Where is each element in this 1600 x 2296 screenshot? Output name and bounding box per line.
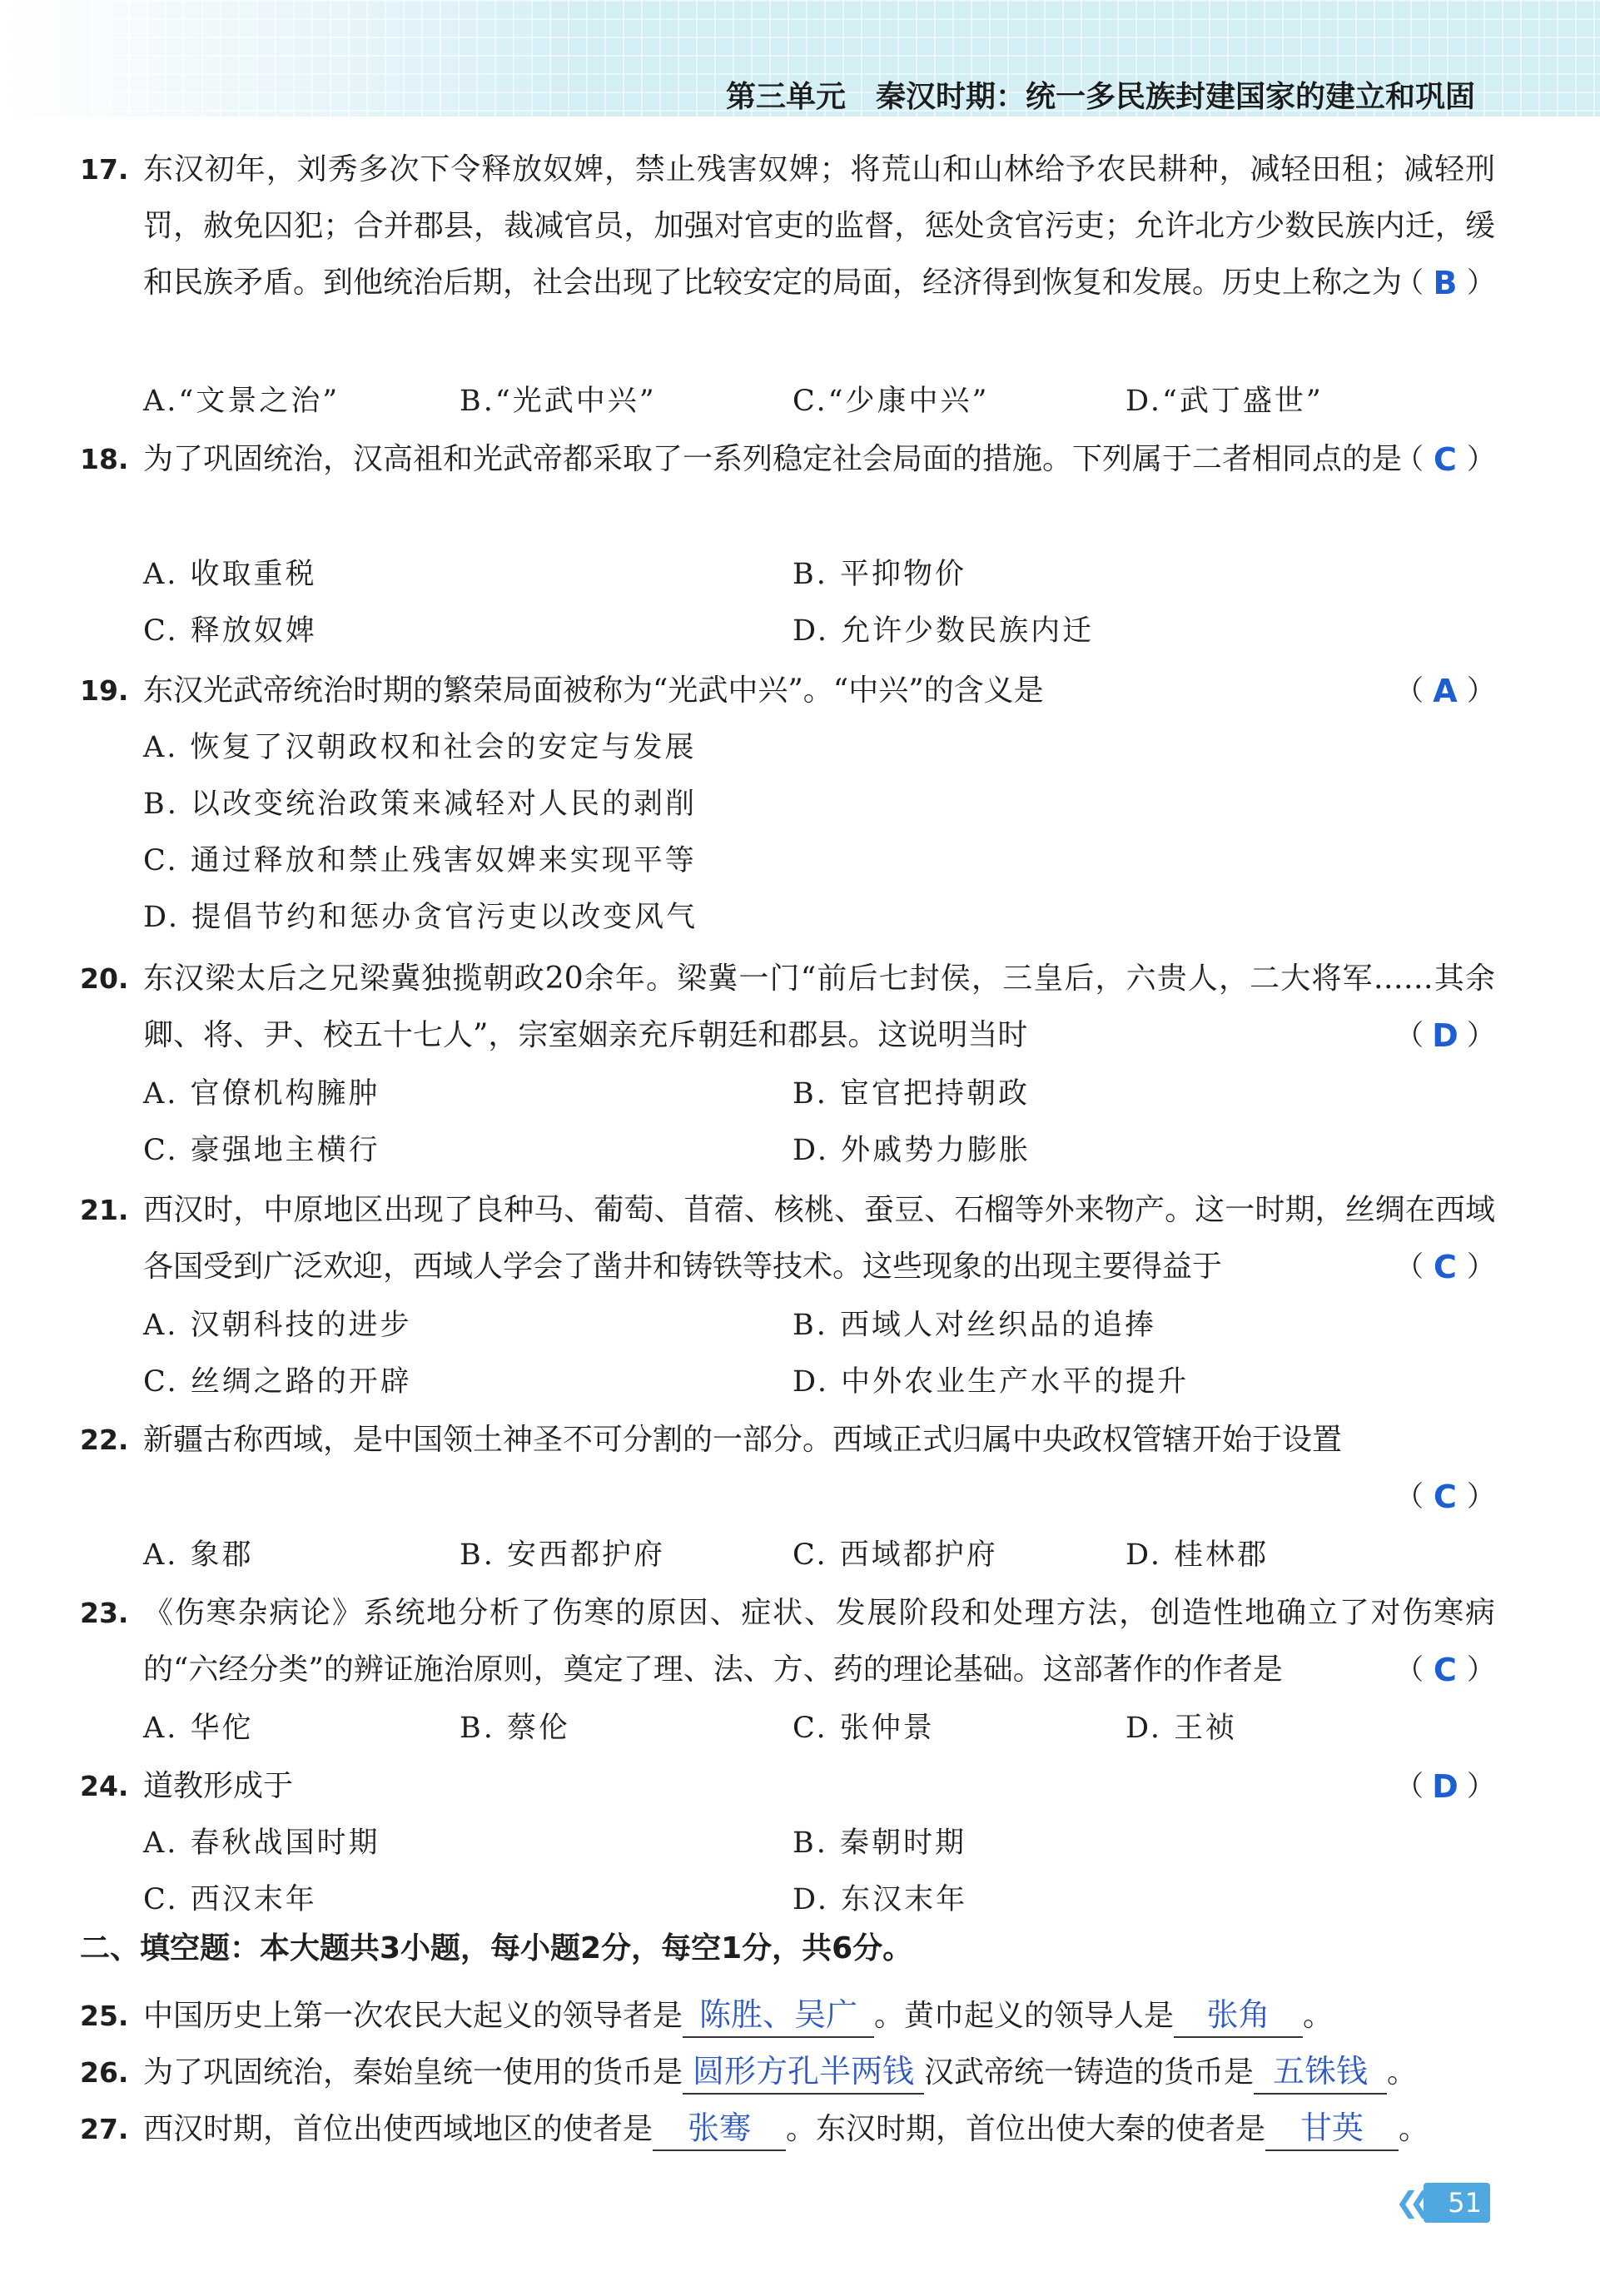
question-stem: 东汉初年，刘秀多次下令释放奴婢，禁止残害奴婢；将荒山和山林给予农民耕种，减轻田租；减轻刑罚，赦免囚犯；合并郡县，裁减官员，加强对官吏的监督，惩处贪官污吏；允许北方少数民族内迁，缓和民族矛盾。到他统治后期，社会出现了比较安定的局面，经济得到恢复和发展。历史上称之为: [143, 152, 1495, 300]
page-header: [0, 0, 1600, 117]
paren-open: （: [1395, 1250, 1424, 1284]
question-24: [80, 1758, 1495, 1815]
option-c: C. 西域都护府: [793, 1538, 998, 1572]
paren-close: ）: [1466, 443, 1495, 476]
option-a: A. 汉朝科技的进步: [143, 1309, 412, 1342]
question-number: 27.: [80, 2113, 129, 2145]
question-text: 。东汉时期，首位出使大秦的使者是: [786, 2112, 1266, 2146]
option-d: D. 王祯: [1125, 1712, 1238, 1745]
answer-blank: 张角: [1174, 1993, 1303, 2038]
question-number: 17.: [80, 153, 129, 186]
question-17: [80, 142, 1495, 311]
answer-box: [1395, 1007, 1495, 1064]
option-b: B. 平抑物价: [793, 558, 966, 591]
fill-question-25: [80, 1988, 1495, 2045]
section-title: 二、填空题：本大题共3小题，每小题2分，每空1分，共6分。: [80, 1931, 913, 1966]
option-b: B. 蔡伦: [460, 1712, 570, 1745]
question-text: 。: [1303, 1999, 1334, 2033]
question-21: [80, 1182, 1495, 1295]
question-23: [80, 1585, 1495, 1698]
page-number-value: 51: [1448, 2187, 1482, 2219]
answer-box: [1395, 1239, 1495, 1295]
answer-box: [1395, 255, 1495, 311]
option-c: C. 通过释放和禁止残害奴婢来实现平等: [143, 844, 697, 877]
paren-close: ）: [1466, 1019, 1495, 1052]
question-text: 。: [1399, 2112, 1429, 2146]
option-a: A. 春秋战国时期: [143, 1826, 380, 1860]
option-a: A.“文景之治”: [143, 385, 340, 418]
question-number: 19.: [80, 674, 129, 707]
answer-blank: 甘英: [1265, 2106, 1399, 2151]
answer-value: C: [1434, 1478, 1457, 1515]
question-stem: 东汉光武帝统治时期的繁荣局面被称为“光武中兴”。“中兴”的含义是: [143, 673, 1044, 708]
answer-value: C: [1434, 441, 1457, 478]
paren-open: （: [1395, 1770, 1424, 1803]
option-a: A. 恢复了汉朝政权和社会的安定与发展: [143, 731, 697, 764]
paren-close: ）: [1466, 674, 1495, 708]
question-stem: 新疆古称西域，是中国领土神圣不可分割的一部分。西域正式归属中央政权管辖开始于设置: [143, 1423, 1343, 1457]
answer-blank: 圆形方孔半两钱: [683, 2050, 924, 2095]
option-c: C.“少康中兴”: [793, 385, 990, 418]
answer-value: A: [1433, 673, 1458, 709]
chevron-left-icon: ❮❮: [1395, 2186, 1423, 2219]
question-number: 21.: [80, 1194, 129, 1226]
option-d: D. 允许少数民族内迁: [793, 614, 1095, 648]
question-text: 。黄巾起义的领导人是: [874, 1999, 1175, 2033]
option-d: D. 东汉末年: [793, 1883, 968, 1916]
answer-value: D: [1432, 1768, 1458, 1805]
option-c: C. 释放奴婢: [143, 614, 317, 648]
option-d: D. 中外农业生产水平的提升: [793, 1365, 1190, 1399]
question-stem: 东汉梁太后之兄梁冀独揽朝政20余年。梁冀一门“前后七封侯，三皇后，六贵人，二大将军……其余卿、将、尹、校五十七人”，宗室姻亲充斥朝廷和郡县。这说明当时: [143, 962, 1495, 1052]
question-stem: 西汉时，中原地区出现了良种马、葡萄、苜蓿、核桃、蚕豆、石榴等外来物产。这一时期，丝绸在西域各国受到广泛欢迎，西域人学会了凿井和铸铁等技术。这些现象的出现主要得益于: [143, 1193, 1495, 1284]
paren-close: ）: [1467, 266, 1495, 300]
fill-question-27: [80, 2101, 1495, 2158]
answer-blank: 张骞: [653, 2106, 786, 2151]
answer-box: [1395, 1642, 1495, 1698]
question-text: 西汉时期，首位出使西域地区的使者是: [143, 2112, 653, 2146]
paren-close: ）: [1466, 1250, 1495, 1284]
answer-box: [1395, 663, 1495, 719]
question-number: 20.: [80, 962, 129, 995]
answer-box: [1395, 1758, 1495, 1815]
option-a: A. 象郡: [143, 1538, 254, 1572]
answer-blank: 陈胜、吴广: [683, 1993, 874, 2038]
question-number: 23.: [80, 1597, 129, 1629]
fill-question-26: [80, 2045, 1495, 2101]
question-number: 18.: [80, 443, 129, 475]
option-d: D. 外戚势力膨胀: [793, 1134, 1031, 1167]
option-b: B. 西域人对丝织品的追捧: [793, 1309, 1156, 1342]
answer-blank: 五铢钱: [1254, 2050, 1387, 2095]
option-b: B. 安西都护府: [460, 1538, 665, 1572]
question-number: 25.: [80, 2000, 129, 2032]
question-20: [80, 951, 1495, 1064]
option-b: B. 秦朝时期: [793, 1826, 966, 1860]
option-d: D. 桂林郡: [1125, 1538, 1270, 1572]
answer-box: [1395, 1469, 1495, 1525]
question-19: [80, 663, 1495, 719]
option-a: A. 华佗: [143, 1712, 254, 1745]
option-c: C. 丝绸之路的开辟: [143, 1365, 412, 1399]
paren-open: （: [1395, 266, 1424, 300]
question-number: 22.: [80, 1424, 129, 1456]
answer-value: D: [1432, 1017, 1458, 1054]
paren-open: （: [1395, 1653, 1424, 1687]
paren-close: ）: [1466, 1770, 1495, 1803]
unit-title: 第三单元 秦汉时期：统一多民族封建国家的建立和巩固: [725, 80, 1475, 114]
question-text: 。: [1387, 2055, 1418, 2090]
option-c: C. 张仲景: [793, 1712, 935, 1745]
question-text: 为了巩固统治，秦始皇统一使用的货币是: [143, 2055, 683, 2090]
paren-open: （: [1395, 443, 1424, 476]
option-a: A. 收取重税: [143, 558, 317, 591]
option-c: C. 豪强地主横行: [143, 1134, 380, 1167]
question-text: 汉武帝统一铸造的货币是: [924, 2055, 1255, 2090]
question-text: 中国历史上第一次农民大起义的领导者是: [143, 1999, 683, 2033]
option-d: D. 提倡节约和惩办贪官污吏以改变风气: [143, 901, 698, 934]
option-b: B. 宦官把持朝政: [793, 1077, 1030, 1111]
question-18: [80, 431, 1495, 488]
question-number: 26.: [80, 2056, 129, 2089]
question-22: [80, 1412, 1495, 1525]
paren-open: （: [1395, 1019, 1424, 1052]
option-c: C. 西汉末年: [143, 1883, 317, 1916]
option-b: B. 以改变统治政策来减轻对人民的剥削: [143, 788, 697, 821]
paren-close: ）: [1466, 1480, 1495, 1513]
question-stem: 《伤寒杂病论》系统地分析了伤寒的原因、症状、发展阶段和处理方法，创造性地确立了对伤寒病的“六经分类”的辨证施治原则，奠定了理、法、方、药的理论基础。这部著作的作者是: [143, 1596, 1495, 1687]
option-b: B.“光武中兴”: [460, 385, 657, 418]
paren-close: ）: [1466, 1653, 1495, 1687]
paren-open: （: [1395, 1480, 1424, 1513]
answer-box: [1395, 431, 1495, 488]
page-number: [1395, 2183, 1490, 2223]
paren-open: （: [1395, 674, 1424, 708]
question-number: 24.: [80, 1770, 129, 1802]
answer-value: C: [1434, 1249, 1457, 1285]
question-stem: 道教形成于: [143, 1769, 294, 1803]
option-d: D.“武丁盛世”: [1125, 385, 1324, 418]
option-a: A. 官僚机构臃肿: [143, 1077, 380, 1111]
header-fade: [0, 0, 583, 117]
question-stem: 为了巩固统治，汉高祖和光武帝都采取了一系列稳定社会局面的措施。下列属于二者相同点的是: [143, 442, 1403, 476]
answer-value: B: [1433, 265, 1458, 301]
answer-value: C: [1434, 1652, 1457, 1688]
